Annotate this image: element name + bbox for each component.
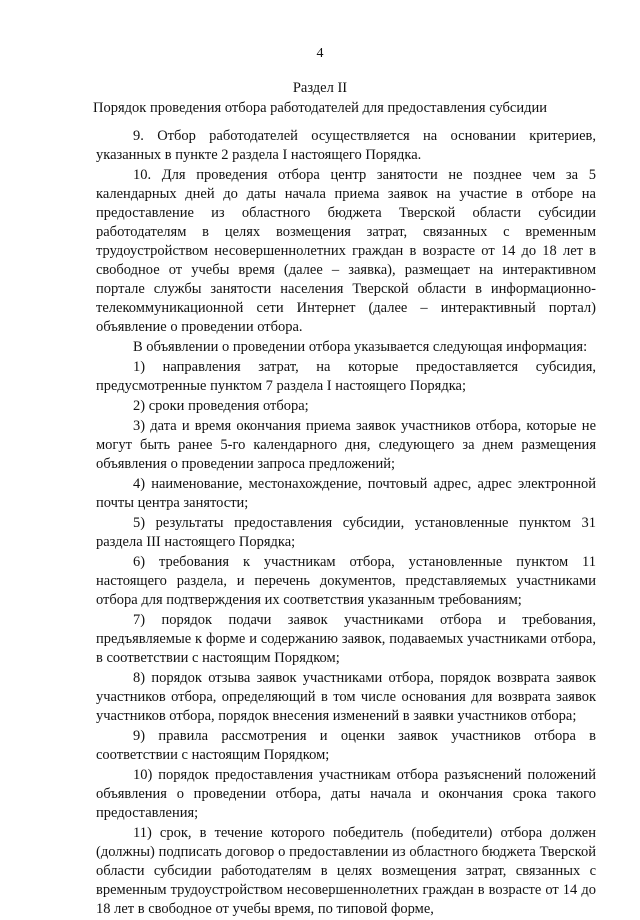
page-number: 4 — [316, 46, 324, 61]
list-item-5: 5) результаты предоставления субсидии, установленные пунктом 31 раздела III настоящего Порядка; — [96, 515, 596, 550]
list-item-9: 9) правила рассмотрения и оценки заявок участников отбора в соответствии с настоящим Порядком; — [96, 728, 596, 763]
list-item-4: 4) наименование, местонахождение, почтовый адрес, адрес электронной почты центра занятости; — [96, 476, 596, 511]
paragraph-announcement-intro: В объявлении о проведении отбора указывается следующая информация: — [133, 339, 588, 355]
section-title: Раздел II — [292, 80, 348, 96]
list-item-7: 7) порядок подачи заявок участниками отбора и требования, предъявляемые к форме и содержанию заявок, подаваемых участниками отбора, в соответствии с настоящим Порядком; — [96, 612, 596, 666]
list-item-2: 2) сроки проведения отбора; — [133, 398, 309, 414]
document-body — [96, 127, 596, 920]
paragraph-9: 9. Отбор работодателей осуществляется на основании критериев, указанных в пункте 2 раздела I настоящего Порядка. — [96, 128, 596, 163]
list-item-8: 8) порядок отзыва заявок участниками отбора, порядок возврата заявок участников отбора, определяющий в том числе основания для возврата заявок участников отбора, порядок внесения изменений в заявки участников отбора; — [96, 670, 596, 724]
list-item-10: 10) порядок предоставления участникам отбора разъяснений положений объявления о проведении отбора, даты начала и окончания срока такого предоставления; — [96, 767, 596, 821]
list-item-11: 11) срок, в течение которого победитель (победители) отбора должен (должны) подписать договор о предоставлении из областного бюджета Тверской области субсидии работодателям в целях возмещения затрат, связанных с временным трудоустройством несовершеннолетних граждан в возрасте от 14 до 18 лет в свободное от учебы время, по типовой форме, — [96, 825, 596, 917]
section-subtitle: Порядок проведения отбора работодателей для предоставления субсидии — [93, 100, 547, 116]
paragraph-10: 10. Для проведения отбора центр занятости не позднее чем за 5 календарных дней до даты начала приема заявок на участие в отборе на предоставление из областного бюджета Тверской области субсидии работодателям в целях возмещения затрат, связанных с временным трудоустройством несовершеннолетних граждан в возрасте от 14 до 18 лет в свободное от учебы время (далее – заявка), размещает на интерактивном портале службы занятости населения Тверской области в информационно-телекоммуникационной сети Интернет (далее – интерактивный портал) объявление о проведении отбора. — [96, 167, 596, 335]
list-item-1: 1) направления затрат, на которые предоставляется субсидия, предусмотренные пунктом 7 раздела I настоящего Порядка; — [96, 359, 596, 394]
list-item-3: 3) дата и время окончания приема заявок участников отбора, которые не могут быть ранее 5-го календарного дня, следующего за днем размещения объявления о проведении запроса предложений; — [96, 418, 596, 472]
list-item-6: 6) требования к участникам отбора, установленные пунктом 11 настоящего раздела, и перечень документов, представляемых участниками отбора для подтверждения их соответствия указанным требованиям; — [96, 554, 596, 608]
